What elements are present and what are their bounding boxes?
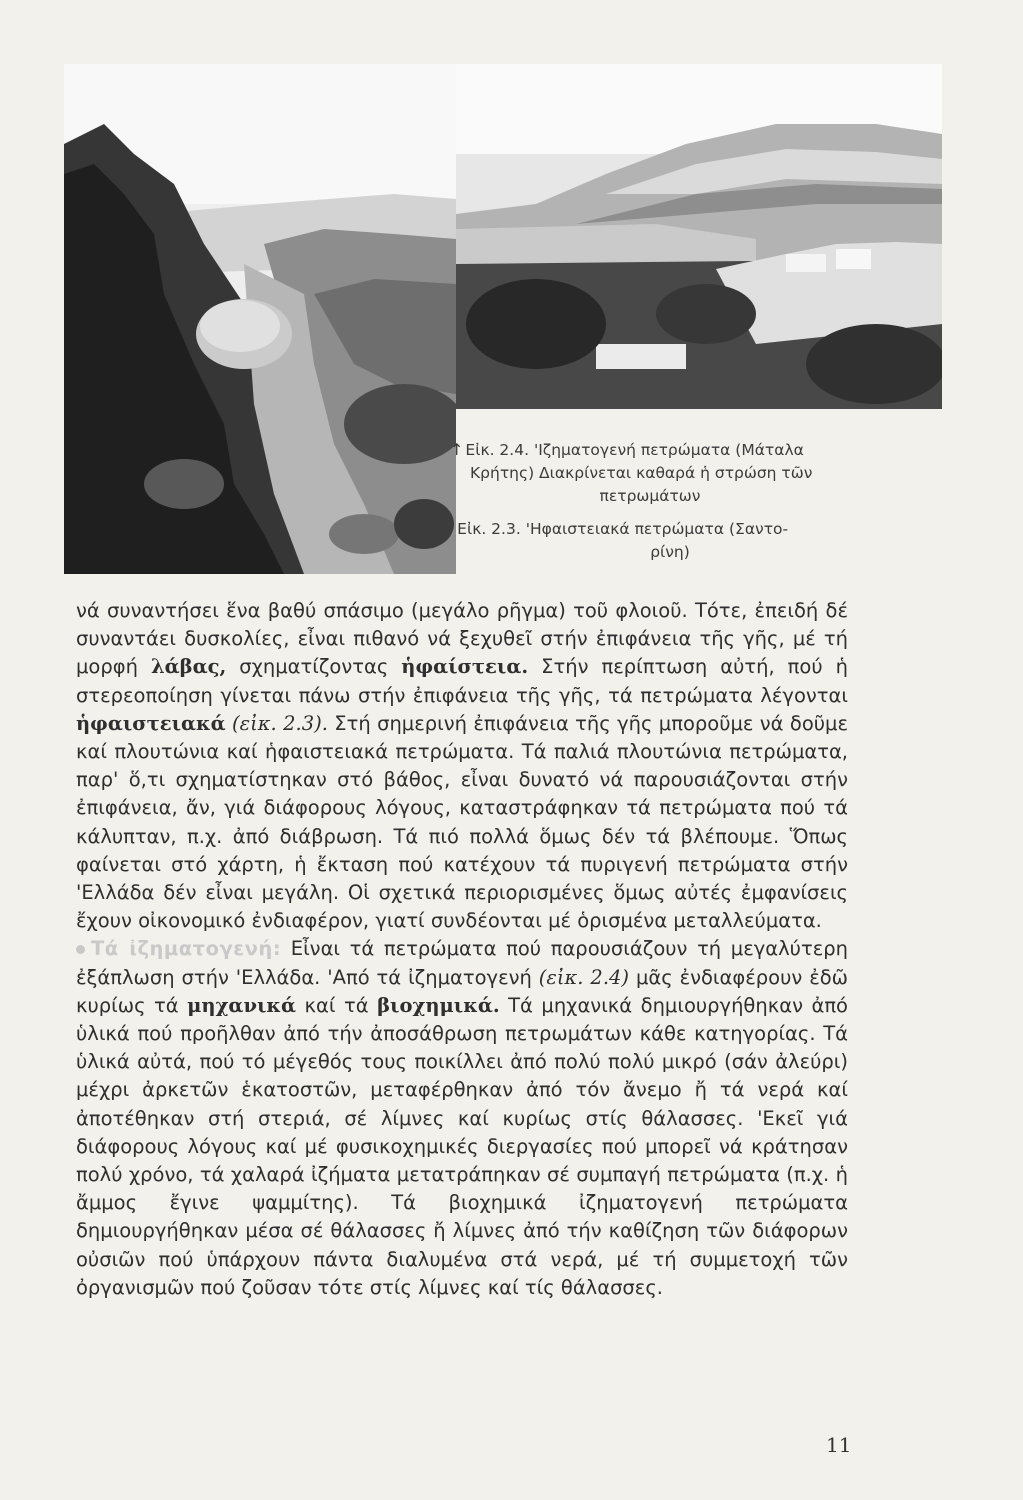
figure-reference: (εἰκ. 2.4) [531, 965, 630, 989]
text-run: Στή σημερινή ἐπιφάνεια τῆς γῆς μποροῦμε νά δοῦμε καί πλουτώνια καί ἡφαιστειακά πετρώματα. Τά παλιά πλουτώνια πετρώματα, παρ' ὅ,τι σχηματίστηκαν στό βάθος, εἶναι δυνατό νά παρουσιάζονται στήν ἐπιφάνεια, ἄν, γιά διάφορους λόγους, καταστράφηκαν τά πετρώματα πού τά κάλυπταν, π.χ. ἀπό διάβρωση. Τά πιό πολλά ὅμως δέν τά βλέπουμε. Ὅπως φαίνεται στό χάρτη, ἡ ἔκταση πού κατέχουν τά πυριγενή πετρώματα στήν 'Ελλάδα δέν εἶναι μεγάλη. Οἱ σχετικά περιορισμένες ὅμως αὐτές ἐμφανίσεις ἔχουν οἰκονομικό ἐνδιαφέρον, γιατί συνδέονται μέ ὁρισμένα μεταλλεύματα. [76, 711, 848, 933]
body-text [76, 597, 848, 1302]
page-number: 11 [826, 1433, 852, 1457]
bold-term: βιοχημικά. [377, 993, 500, 1017]
text-run: Τά μηχανικά δημιουργήθηκαν ἀπό ὑλικά πού προῆλθαν ἀπό τήν ἀποσάθρωση πετρωμάτων κάθε κατηγορίας. Τά ὑλικά αὐτά, πού τό μέγεθός τους ποικίλλει ἀπό πολύ πολύ μικρό (σάν ἀλεύρι) μέχρι ἀρκετῶν ἑκατοστῶν, μεταφέρθηκαν ἀπό τόν ἄνεμο ἤ τά νερά καί ἀποτέθηκαν στή στεριά, σέ λίμνες καί κυρίως στίς θάλασσες. 'Εκεῖ γιά διάφορους λόγους καί μέ φυσικοχημικές διεργασίες πού μπορεῖ νά κράτησαν πολύ χρόνο, τά χαλαρά ἰζήματα μετατράπηκαν σέ συμπαγή πετρώματα (π.χ. ἡ ἄμμος ἔγινε ψαμμίτης). Τά βιοχημικά ἰζηματογενή πετρώματα δημιουργήθηκαν μέσα σέ θάλασσες ἤ λίμνες ἀπό τήν καθίζηση τῶν διάφορων οὐσιῶν πού ὑπάρχουν πάντα διαλυμένα στά νερά, μέ τή συμμετοχή τῶν ὀργανισμῶν πού ζοῦσαν τότε στίς λίμνες καί τίς θάλασσες. [76, 993, 848, 1299]
caption-line: πετρωμάτων [599, 487, 701, 505]
figure-reference: (εἰκ. 2.3). [225, 711, 328, 735]
text-run: καί τά [296, 993, 378, 1017]
text-run: Στήν περίπτωση αὐτή, πού ἡ στερεοποίηση γίνεται πάνω στήν ἐπιφάνεια τῆς γῆς, τά πετρώματα λέγονται [76, 655, 848, 707]
text-run: Εἶναι τά πετρώματα πού παρουσιάζουν τή μεγαλύτερη ἐξάπλωση στήν 'Ελλάδα. 'Από τά ἰζηματογενή [76, 937, 848, 989]
bold-term: λάβας, [150, 655, 227, 679]
bold-term: μηχανικά [187, 993, 297, 1017]
bullet-dot-icon [76, 945, 85, 954]
photo-sedimentary-rocks-matala [456, 64, 942, 409]
text-run: νά συναντήσει ἕνα βαθύ σπάσιμο (μεγάλο ρῆγμα) τοῦ φλοιοῦ. Τότε, ἐπειδή δέ συναντάει δυσκολίες, εἶναι πιθανό νά ξεχυθεῖ στήν ἐπιφάνεια τῆς γῆς, μέ τή μορφή [76, 599, 848, 679]
bold-term: ἡφαίστεια. [401, 655, 529, 679]
figure-caption-2-4 [450, 438, 890, 508]
caption-line: Κρήτης) Διακρίνεται καθαρά ἡ στρώση τῶν [470, 464, 813, 482]
caption-line: ρίνη) [650, 543, 690, 561]
text-run: μᾶς ἐνδιαφέρουν ἐδῶ κυρίως τά [76, 965, 848, 1017]
section-heading: Τά ἰζηματογενή: [91, 937, 282, 961]
arrow-left-icon: ⟵ [430, 520, 458, 538]
arrow-up-icon: ↑ [450, 440, 464, 459]
paragraph-sedimentary [76, 935, 848, 1302]
photo-volcanic-rocks-santorini [64, 64, 456, 574]
figure-caption-2-3 [430, 518, 870, 564]
paragraph-pyrogenic [76, 597, 848, 935]
caption-line: Εἰκ. 2.4. 'Ιζηματογενή πετρώματα (Μάταλα [465, 441, 804, 459]
bold-term: ἡφαιστειακά [76, 711, 226, 735]
text-run: σχηματίζοντας [226, 655, 402, 679]
caption-line: Εἰκ. 2.3. 'Ηφαιστειακά πετρώματα (Σαντο- [457, 520, 789, 538]
